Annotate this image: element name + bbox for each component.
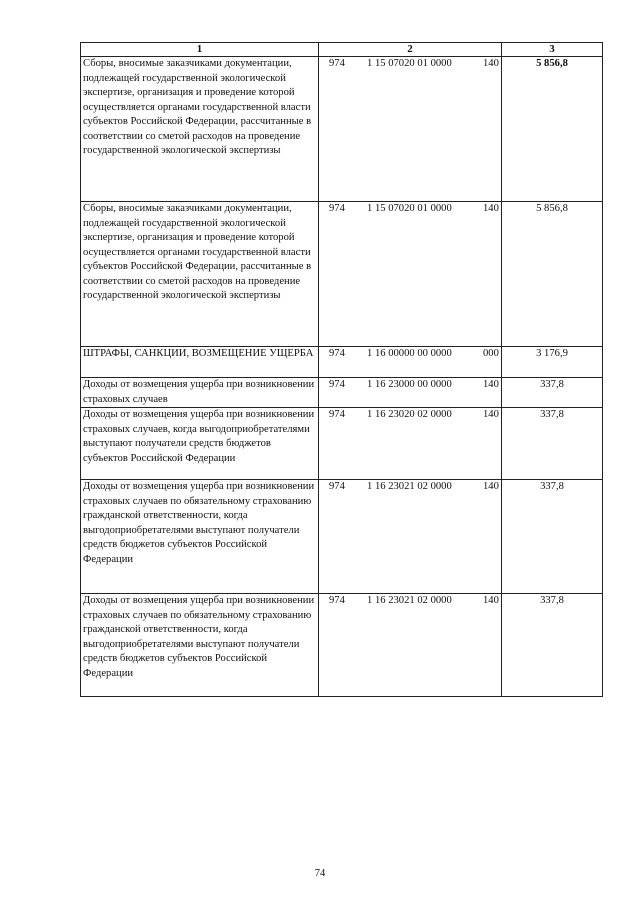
row-amount-cell: 5 856,8 — [502, 57, 603, 202]
table-row — [81, 408, 603, 480]
table-row — [81, 202, 603, 347]
row-code-cell — [319, 347, 502, 378]
row-amount-cell: 337,8 — [502, 378, 603, 408]
row-code-cell — [319, 480, 502, 594]
row-kind-code: 140 — [483, 379, 499, 390]
row-budget-code: 1 15 07020 01 0000 — [367, 58, 452, 69]
row-name-cell: Доходы от возмещения ущерба при возникновении страховых случаев, когда выгодоприобретателями выступают получатели средств бюджетов субъектов Российской Федерации — [81, 408, 319, 480]
row-name-cell: Доходы от возмещения ущерба при возникновении страховых случаев по обязательному страхованию гражданской ответственности, когда выгодоприобретателями выступают получатели средств бюджетов субъектов Российской Федерации — [81, 594, 319, 697]
row-admin-code: 974 — [329, 379, 345, 390]
column-header-3: 3 — [502, 43, 603, 57]
row-kind-code: 140 — [483, 409, 499, 420]
row-budget-code: 1 16 00000 00 0000 — [367, 348, 452, 359]
row-code-cell — [319, 202, 502, 347]
row-amount-cell: 5 856,8 — [502, 202, 603, 347]
row-name-cell: Сборы, вносимые заказчиками документации, подлежащей государственной экологической экспертизе, организация и проведение которой осуществляется органами государственной власти субъектов Российской Федерации, рассчитанные в соответствии со сметой расходов на проведение государственной экологической экспертизы — [81, 57, 319, 202]
revenue-table — [80, 42, 603, 697]
table-row — [81, 378, 603, 408]
row-name-cell: Доходы от возмещения ущерба при возникновении страховых случаев — [81, 378, 319, 408]
table-row — [81, 480, 603, 594]
row-code-cell — [319, 408, 502, 480]
column-header-1: 1 — [81, 43, 319, 57]
row-admin-code: 974 — [329, 481, 345, 492]
row-code-cell — [319, 594, 502, 697]
row-kind-code: 140 — [483, 595, 499, 606]
row-budget-code: 1 16 23021 02 0000 — [367, 481, 452, 492]
row-amount-cell: 337,8 — [502, 480, 603, 594]
row-admin-code: 974 — [329, 348, 345, 359]
row-admin-code: 974 — [329, 58, 345, 69]
row-name-cell: Доходы от возмещения ущерба при возникновении страховых случаев по обязательному страхованию гражданской ответственности, когда выгодоприобретателями выступают получатели средств бюджетов субъектов Российской Федерации — [81, 480, 319, 594]
table-body — [81, 57, 603, 697]
row-name-cell: Сборы, вносимые заказчиками документации, подлежащей государственной экологической экспертизе, организация и проведение которой осуществляется органами государственной власти субъектов Российской Федерации, рассчитанные в соответствии со сметой расходов на проведение государственной экологической экспертизы — [81, 202, 319, 347]
row-amount-cell: 337,8 — [502, 408, 603, 480]
row-budget-code: 1 16 23021 02 0000 — [367, 595, 452, 606]
row-kind-code: 000 — [483, 348, 499, 359]
row-name-cell: ШТРАФЫ, САНКЦИИ, ВОЗМЕЩЕНИЕ УЩЕРБА — [81, 347, 319, 378]
row-admin-code: 974 — [329, 409, 345, 420]
row-admin-code: 974 — [329, 203, 345, 214]
row-kind-code: 140 — [483, 203, 499, 214]
row-amount-cell: 337,8 — [502, 594, 603, 697]
row-budget-code: 1 15 07020 01 0000 — [367, 203, 452, 214]
table-header-row — [81, 43, 603, 57]
table-row — [81, 347, 603, 378]
row-budget-code: 1 16 23000 00 0000 — [367, 379, 452, 390]
column-header-2: 2 — [319, 43, 502, 57]
row-code-cell — [319, 57, 502, 202]
table-row — [81, 57, 603, 202]
page-number: 74 — [314, 868, 326, 879]
row-budget-code: 1 16 23020 02 0000 — [367, 409, 452, 420]
row-code-cell — [319, 378, 502, 408]
row-kind-code: 140 — [483, 481, 499, 492]
row-admin-code: 974 — [329, 595, 345, 606]
table-row — [81, 594, 603, 697]
row-kind-code: 140 — [483, 58, 499, 69]
row-amount-cell: 3 176,9 — [502, 347, 603, 378]
